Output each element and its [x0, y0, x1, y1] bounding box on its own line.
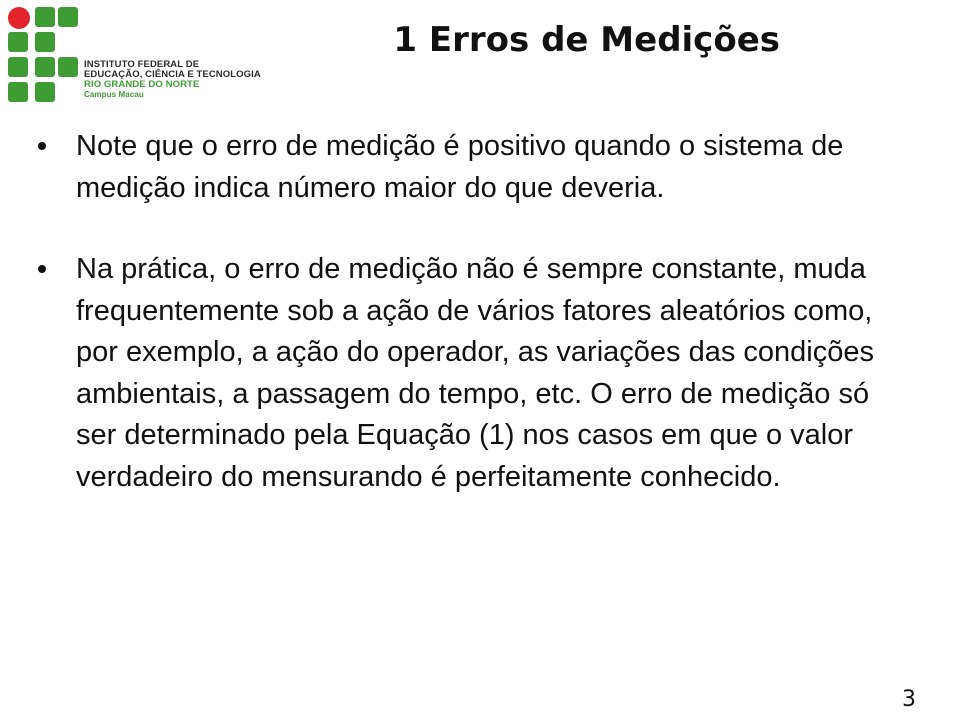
- bullet-item: [38, 249, 908, 498]
- slide-title: 1 Erros de Medições: [393, 20, 780, 60]
- page-number: 3: [902, 687, 916, 712]
- logo-line: RIO GRANDE DO NORTE: [84, 79, 200, 90]
- bullet-dot-icon: [38, 142, 46, 150]
- bullet-text: Na prática, o erro de medição não é sempre constante, muda frequentemente sob a ação de vários fatores aleatórios como, por exemplo, a ação do operador, as variações das condições ambientais, a passagem do tempo, etc. O erro de medição só ser determinado pela Equação (1) nos casos em que o valor verdadeiro do mensurando é perfeitamente conhecido.: [76, 253, 874, 493]
- slide-title-container: [0, 20, 930, 60]
- bullet-list: [38, 126, 908, 538]
- logo-text: [84, 60, 261, 100]
- bullet-dot-icon: [38, 265, 46, 273]
- bullet-text: Note que o erro de medição é positivo quando o sistema de medição indica número maior do que deveria.: [76, 130, 844, 204]
- logo-line: Campus Macau: [84, 90, 144, 99]
- logo-line: INSTITUTO FEDERAL DE: [84, 59, 200, 70]
- logo-line: EDUCAÇÃO, CIÊNCIA E TECNOLOGIA: [84, 69, 261, 80]
- bullet-item: [38, 126, 908, 209]
